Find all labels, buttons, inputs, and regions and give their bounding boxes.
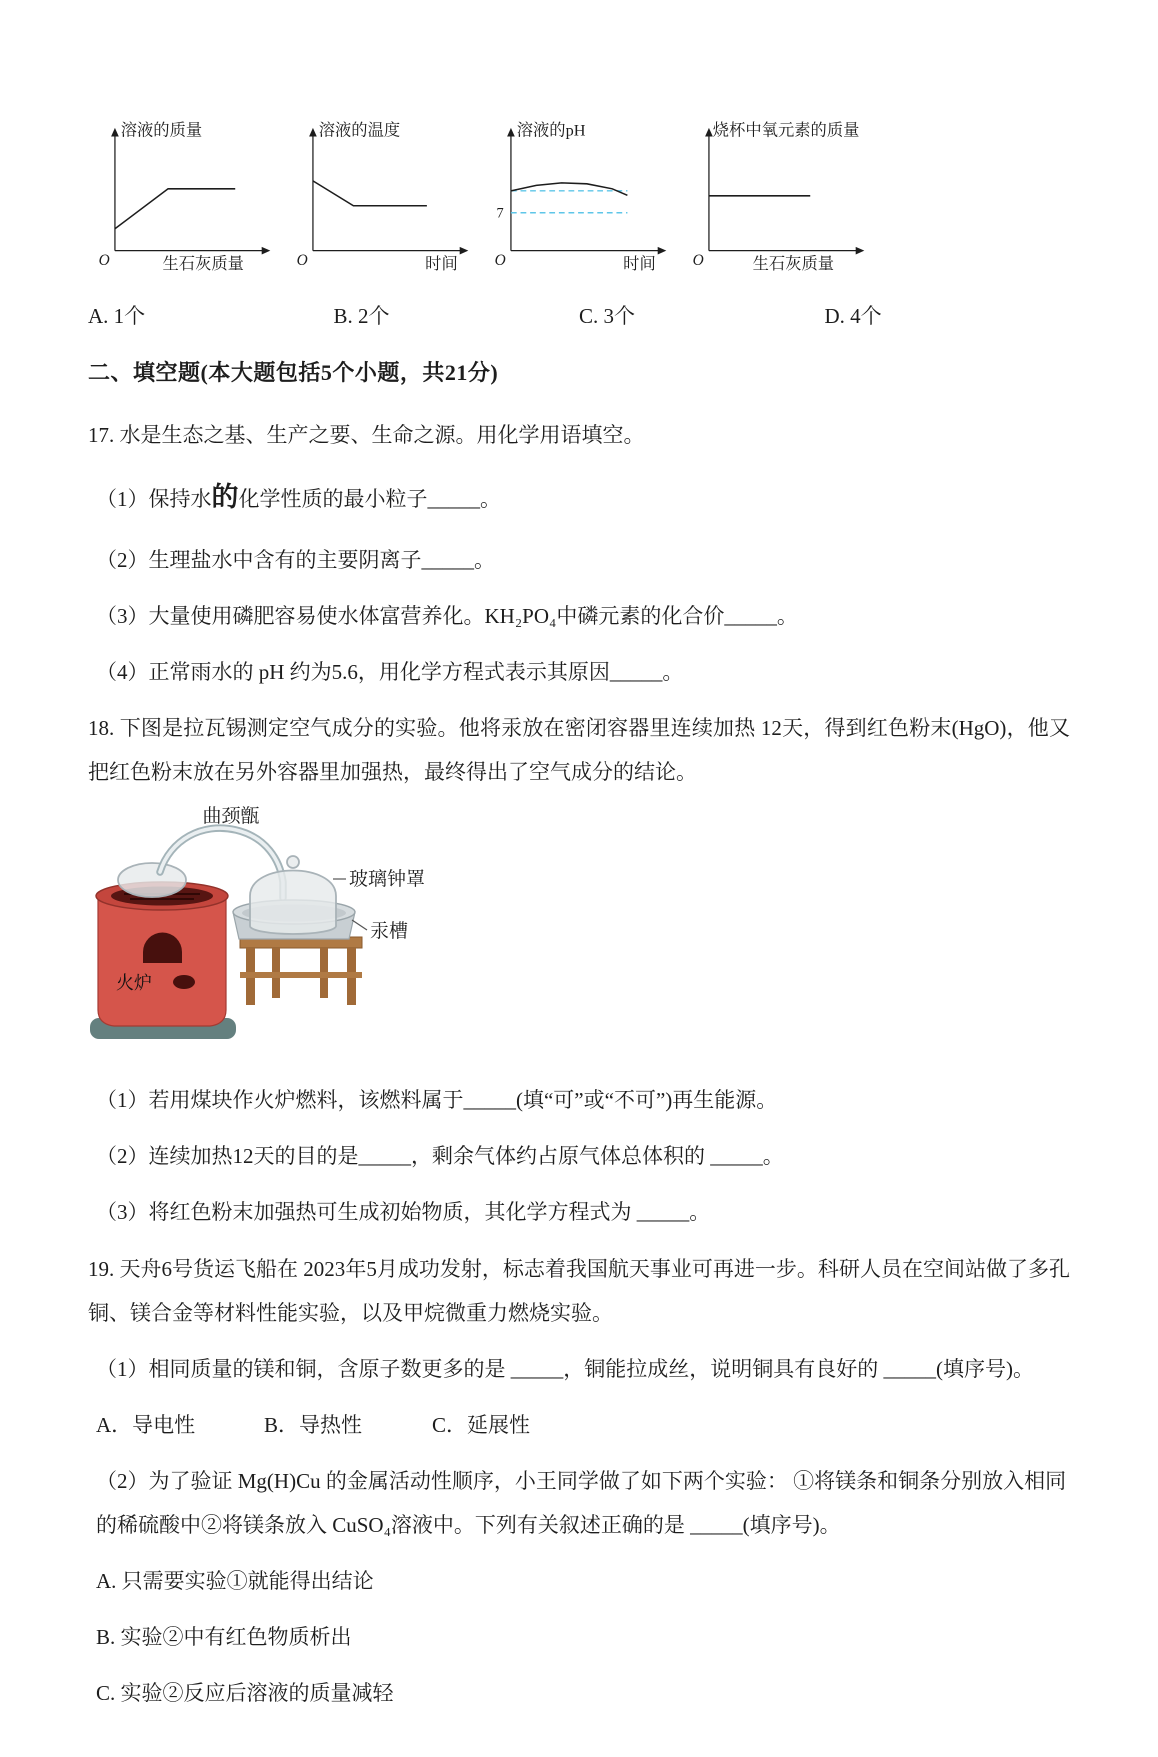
graph4-origin: O [692,252,704,270]
bell-jar-knob [287,856,299,868]
q17-item2: （2）生理盐水中含有的主要阴离子_____。 [96,547,495,572]
graph1-origin: O [98,252,110,270]
furnace-vent [173,975,195,989]
svg-text:7: 7 [496,205,504,222]
retort-bulb [118,863,186,897]
graph-solution-temperature [288,116,476,276]
q18-item2: （2）连续加热12天的目的是_____，剩余气体约占原气体总体积的 _____。 [96,1144,784,1169]
q17-item3: （3）大量使用磷肥容易使水体富营养化。KH₂PO₄中磷元素的化合价_____。 [96,603,798,628]
q16-option-c: C. 3个 [579,304,636,328]
graph3-xlabel: 时间 [623,253,656,273]
q17-item4: （4）正常雨水的 pH 约为5.6，用化学方程式表示其原因_____。 [96,659,684,684]
graph1-xlabel: 生石灰质量 [162,253,244,273]
graph4-xlabel: 生石灰质量 [752,253,835,273]
q19-option-c: C．延展性 [432,1412,531,1437]
q16-option-d: D. 4个 [824,304,882,328]
graph2-xlabel: 时间 [425,253,458,273]
q18-stem: 18. 下图是拉瓦锡测定空气成分的实验。他将汞放在密闭容器里连续加热 12天，得到红色粉末(HgO)，他又把红色粉末放在另外容器里加强热，最终得出了空气成分的结论。 [88,716,1070,785]
lavoisier-apparatus [90,806,526,1059]
q17-item1-post: 化学性质的最小粒子_____。 [238,487,501,512]
graph-oxygen-mass [684,116,872,276]
bench [240,937,362,1005]
graph3-origin: O [494,252,506,270]
q17-item1-pre: （1）保持水 [96,487,212,512]
bell-jar-label: 玻璃钟罩 [349,869,426,891]
graph3-ylabel: 溶液的pH [516,120,586,140]
section-title: 二、填空题(本大题包括5个小题，共21分) [88,360,499,385]
question16-graphs [90,116,1070,276]
retort-label: 曲颈甑 [202,806,260,828]
q19-option-b: B．导热性 [264,1412,363,1437]
graph-solution-mass [90,116,278,276]
q17-item1-emphasis: 的 [211,482,239,513]
q19-item1-options [88,1403,1070,1447]
q19-item1: （1）相同质量的镁和铜，含原子数更多的是 _____，铜能拉成丝，说明铜具有良好的 _____(填序号)。 [96,1356,1034,1381]
q19-item2-option-b: B. 实验②中有红色物质析出 [96,1625,352,1650]
graph-solution-ph [486,116,674,276]
graph1-ylabel: 溶液的质量 [120,120,203,140]
q16-option-a: A. 1个 [88,304,146,328]
q19-item2-option-a: A. 只需要实验①就能得出结论 [96,1569,374,1594]
q19-option-a: A．导电性 [96,1412,196,1437]
furnace [90,882,236,1039]
graph2-ylabel: 溶液的温度 [318,120,401,140]
q16-option-b: B. 2个 [333,304,390,328]
q18-item3: （3）将红色粉末加强热可生成初始物质，其化学方程式为 _____。 [96,1200,711,1225]
q19-item2-option-c: C. 实验②反应后溶液的质量减轻 [96,1681,394,1706]
q19-stem: 19. 天舟6号货运飞船在 2023年5月成功发射，标志着我国航天事业可再进一步。科研人员在空间站做了多孔铜、镁合金等材料性能实验，以及甲烷微重力燃烧实验。 [88,1256,1070,1325]
mercury-trough-label: 汞槽 [370,921,409,943]
bell-jar [250,856,336,934]
trough-leader-line [352,920,367,930]
question16-options [88,300,1070,330]
q17-item1 [88,469,1070,526]
q19-item2: （2）为了验证 Mg(H)Cu 的金属活动性顺序，小王同学做了如下两个实验： ①将镁条和铜条分别放入相同的稀硫酸中②将镁条放入 CuSO₄溶液中。下列有关叙述正确的是 _____(填序号)。 [96,1468,1067,1537]
q17-stem: 17. 水是生态之基、生产之要、生命之源。用化学用语填空。 [88,423,645,447]
graph2-origin: O [296,252,308,270]
lavoisier-apparatus-figure [90,806,1070,1064]
q18-item1: （1）若用煤块作火炉燃料，该燃料属于_____(填“可”或“不可”)再生能源。 [96,1088,778,1113]
furnace-label: 火炉 [116,973,152,994]
graph4-ylabel: 烧杯中氧元素的质量 [712,120,860,140]
